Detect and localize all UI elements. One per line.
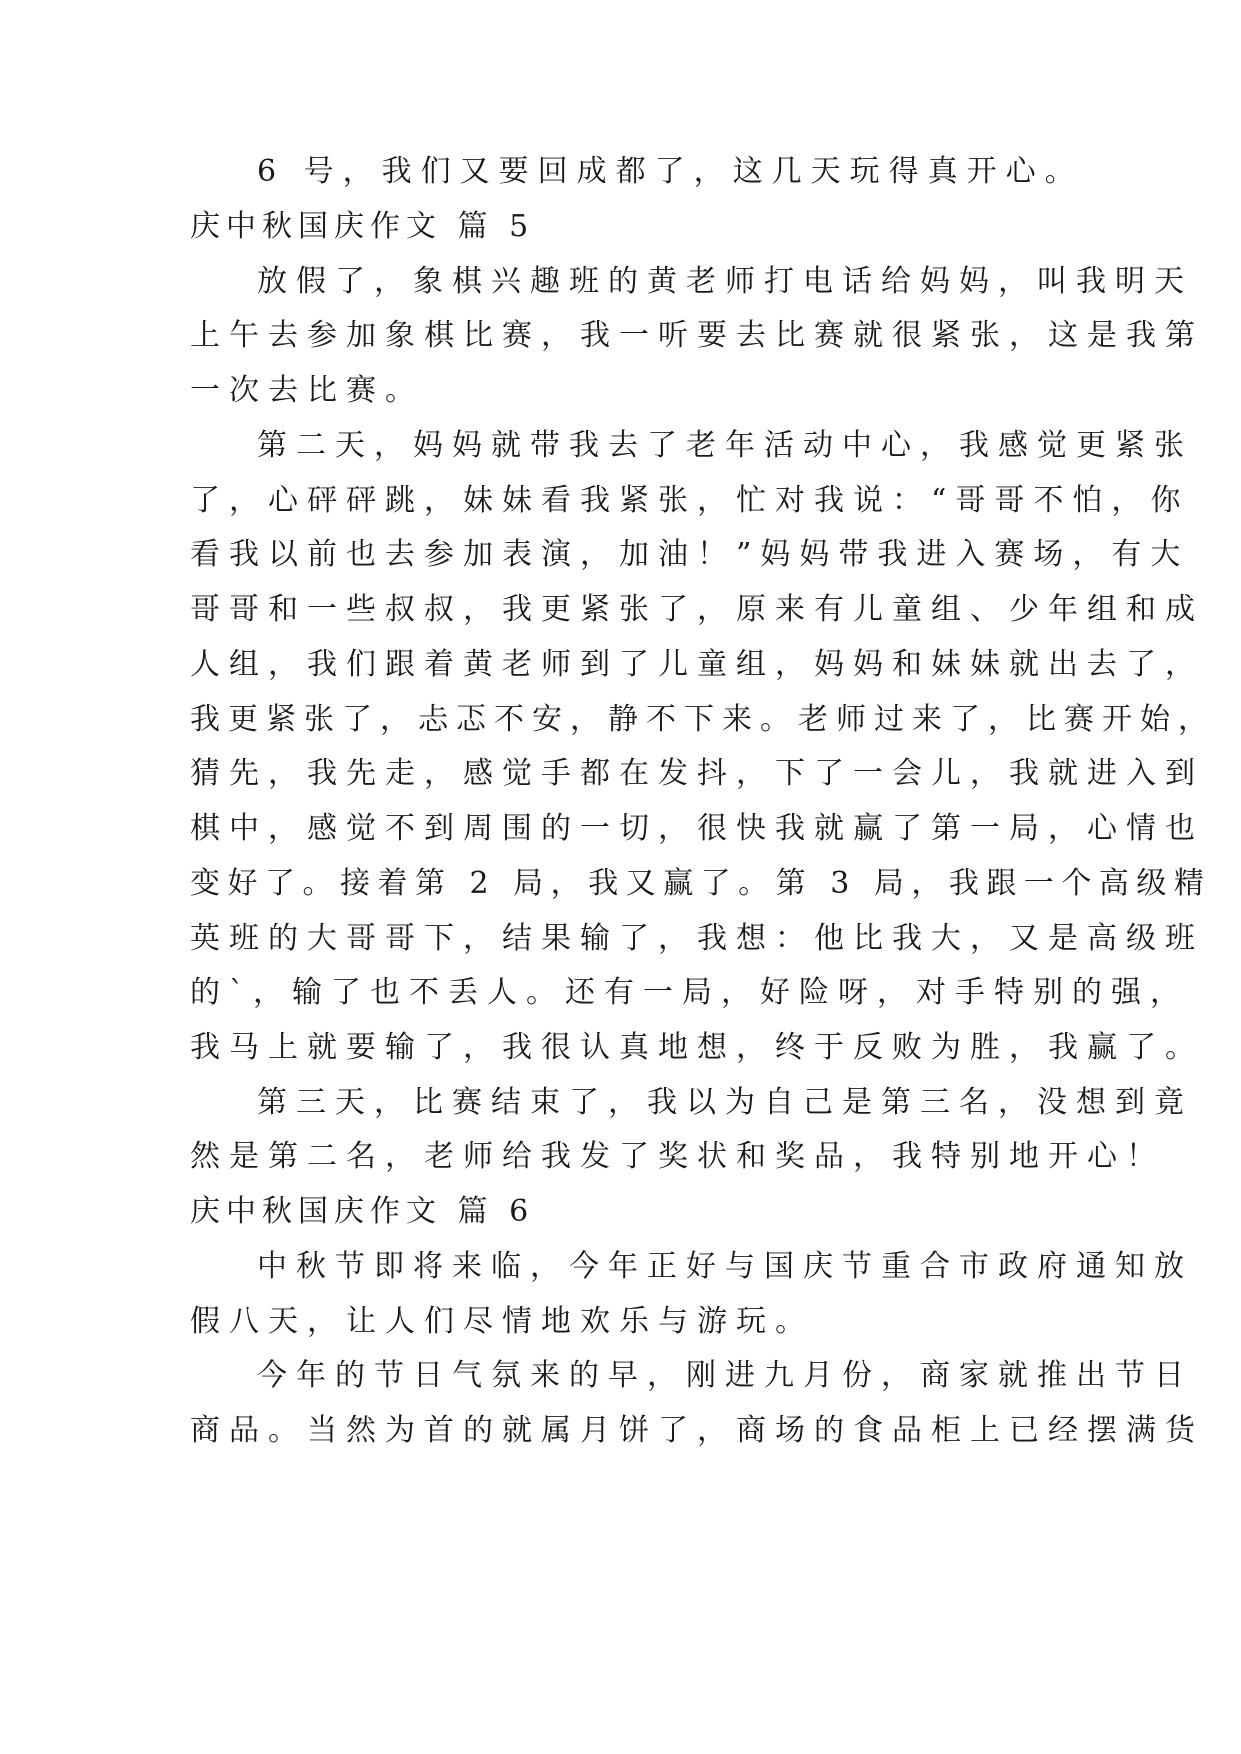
section-heading: 庆中秋国庆作文 篇 6 — [190, 1194, 535, 1229]
text-line: 第二天，妈妈就带我去了老年活动中心，我感觉更紧张 — [257, 428, 1193, 463]
text-line: 上午去参加象棋比赛，我一听要去比赛就很紧张，这是我第 — [190, 318, 1204, 353]
text-line: 第三天，比赛结束了，我以为自己是第三名，没想到竟 — [257, 1085, 1193, 1120]
text-line: 中秋节即将来临，今年正好与国庆节重合市政府通知放 — [257, 1249, 1193, 1284]
text-line: 一次去比赛。 — [190, 373, 424, 408]
text-line: 的`，输了也不丢人。还有一局，好险呀，对手特别的强， — [190, 975, 1189, 1010]
text-line: 人组，我们跟着黄老师到了儿童组，妈妈和妹妹就出去了， — [190, 647, 1204, 682]
text-line: 英班的大哥哥下，结果输了，我想：他比我大，又是高级班 — [190, 921, 1204, 956]
text-line: 猜先，我先走，感觉手都在发抖，下了一会儿，我就进入到 — [190, 756, 1204, 791]
text-line: 今年的节日气氛来的早，刚进九月份，商家就推出节日 — [257, 1358, 1193, 1393]
text-line: 哥哥和一些叔叔，我更紧张了，原来有儿童组、少年组和成 — [190, 592, 1204, 627]
section-heading: 庆中秋国庆作文 篇 5 — [190, 209, 535, 244]
text-line: 然是第二名，老师给我发了奖状和奖品，我特别地开心！ — [190, 1139, 1165, 1174]
text-line: 棋中，感觉不到周围的一切，很快我就赢了第一局，心情也 — [190, 811, 1204, 846]
text-line: 变好了。接着第 2 局，我又赢了。第 3 局，我跟一个高级精 — [190, 866, 1212, 901]
text-line: 我马上就要输了，我很认真地想，终于反败为胜，我赢了。 — [190, 1030, 1204, 1065]
text-line: 我更紧张了，忐忑不安，静不下来。老师过来了，比赛开始， — [190, 702, 1216, 737]
text-line: 商品。当然为首的就属月饼了，商场的食品柜上已经摆满货 — [190, 1413, 1204, 1448]
text-line: 假八天，让人们尽情地欢乐与游玩。 — [190, 1304, 814, 1339]
text-line: 6 号，我们又要回成都了，这几天玩得真开心。 — [257, 154, 1084, 189]
text-line: 了，心砰砰跳，妹妹看我紧张，忙对我说：“哥哥不怕，你 — [190, 483, 1190, 518]
text-line: 放假了，象棋兴趣班的黄老师打电话给妈妈，叫我明天 — [257, 264, 1193, 299]
text-line: 看我以前也去参加表演，加油！”妈妈带我进入赛场，有大 — [190, 537, 1190, 572]
